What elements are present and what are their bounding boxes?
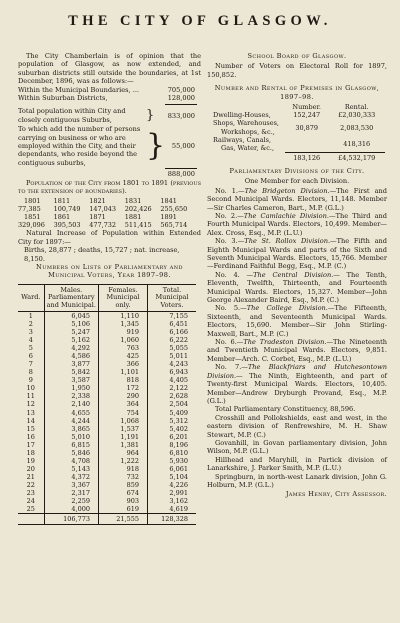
total-count: 6,222 <box>148 336 197 344</box>
rental-label: Shops, Warehouses, <box>213 119 279 128</box>
males-count: 2,259 <box>44 497 98 505</box>
females-count: 818 <box>99 376 148 384</box>
pop-row-value: 128,000 <box>167 94 195 103</box>
division-number: No. 2.— <box>215 211 244 220</box>
census-value: 329,096 <box>18 221 45 230</box>
voters-table-body <box>18 311 196 524</box>
males-count: 4,708 <box>44 457 98 465</box>
census-heading: Population of the City from 1801 to 1891 (previous to the extension of boundaries). <box>18 178 201 196</box>
rental-label: Railways, Canals, <box>213 135 272 144</box>
added-persons <box>18 125 201 167</box>
ward-number: 18 <box>26 448 35 457</box>
total-cell: 128,328 <box>148 514 197 525</box>
ward-number: 25 <box>26 505 35 514</box>
division-name: The Blackfriars and Hutchesontown Division. <box>207 363 388 380</box>
brace: } <box>146 128 166 164</box>
col-total: Total. Municipal Voters. <box>148 284 197 311</box>
division-entry <box>207 304 387 338</box>
chamberlain-intro: The City Chamberlain is of opinion that the population of Glasgow, as now extended, and suburban districts still outside the boundaries, at 1st December, 1896, was as follows:— <box>18 52 201 86</box>
ward-number: 19 <box>26 456 35 465</box>
rental-table <box>207 103 385 162</box>
rental-label: Gas, Water, &c., <box>221 144 275 153</box>
col-females: Females. Municipal only. <box>99 284 148 311</box>
division-name: The College Division. <box>246 304 328 313</box>
rental-number: 30,879 <box>295 123 319 132</box>
division-number: No. 5.— <box>215 304 247 313</box>
ward-number: 22 <box>26 480 35 489</box>
males-count: 4,372 <box>44 473 98 481</box>
ward-number: 10 <box>26 384 35 393</box>
males-count: 2,338 <box>44 392 98 400</box>
division-number: No. 3.— <box>215 237 245 246</box>
division-name: The Central Division. <box>253 270 334 279</box>
ward-number: 13 <box>26 408 35 417</box>
census-year: 1811 <box>53 196 71 205</box>
rental-label: Dwelling-Houses, <box>213 111 271 120</box>
division-entry <box>207 338 387 363</box>
ward-number: 6 <box>28 352 33 361</box>
division-entry <box>207 363 387 405</box>
extra-hillhead: Hillhead and Maryhill, in Partick division of Lanarkshire, J. Parker Smith, M.P. (L.U.) <box>207 455 387 473</box>
rental-label: Workshops, &c., <box>221 127 275 136</box>
voters-heading: Numbers on Lists of Parliamentary and Municipal Voters, Year 1897–98. <box>36 262 183 280</box>
division-text: — The Ninth, Eighteenth, and part of Twenty-first Municipal Wards. Electors, 10,405. Member—Andrew Dryburgh Provand, Esq., M.P. (G.L.) <box>207 371 387 405</box>
females-count: 1,068 <box>99 417 148 425</box>
females-count: 172 <box>99 384 148 392</box>
males-count: 4,000 <box>44 505 98 514</box>
rental-label-block <box>207 136 285 152</box>
census-year: 1831 <box>124 196 142 205</box>
table-row <box>18 449 196 457</box>
division-text: — The Tenth, Eleventh, Twelfth, Thirteenth, and Fourteenth Municipal Wards. Electors, 15,327. Member—John George Alexander Baird, Esq., M.P. (C.) <box>207 270 387 305</box>
census-value: 395,503 <box>53 221 81 230</box>
ward-number: 24 <box>26 497 35 506</box>
contiguous-total <box>18 107 201 124</box>
rental-value: 2,083,530 <box>340 123 374 132</box>
divider <box>165 168 197 169</box>
census-value: 255,650 <box>160 204 188 213</box>
table-row <box>18 360 196 368</box>
females-count: 619 <box>99 505 148 514</box>
ward-number: 2 <box>28 320 33 329</box>
division-text: —The First and Second Municipal Wards. Electors, 11,148. Member—Sir Charles Cameron, Bart., M.P. (G.L.) <box>207 186 388 212</box>
females-count: 290 <box>99 392 148 400</box>
females-count: 964 <box>99 449 148 457</box>
females-count: 1,345 <box>99 320 148 328</box>
rental-value: £2,030,333 <box>338 111 376 120</box>
divider <box>165 104 197 105</box>
census-value: 565,714 <box>160 221 188 230</box>
males-count: 6,045 <box>44 311 98 320</box>
males-count: 2,317 <box>44 489 98 497</box>
table-row <box>18 409 196 417</box>
extra-crosshill: Crosshill and Pollokshields, east and west, in the eastern division of Renfrewshire, M. H. Shaw Stewart, M.P. (C.) <box>207 413 387 439</box>
rental-total-value: £4,532,179 <box>328 152 385 162</box>
males-count: 4,655 <box>44 409 98 417</box>
col-ward: Ward. <box>18 284 44 311</box>
ward-number: 21 <box>26 472 35 481</box>
females-count: 366 <box>99 360 148 368</box>
total-count: 6,451 <box>148 320 197 328</box>
col-rental: Rental. <box>344 103 369 112</box>
division-name: The Bridgeton Division. <box>244 186 330 195</box>
rental-number: 152,247 <box>293 111 321 120</box>
males-count: 5,846 <box>44 449 98 457</box>
females-count: 674 <box>99 489 148 497</box>
pop-row-value: 705,000 <box>167 85 195 94</box>
total-cell: 21,555 <box>99 514 148 525</box>
total-count: 5,055 <box>148 344 197 352</box>
table-row <box>18 457 196 465</box>
table-row <box>18 433 196 441</box>
ward-number: 23 <box>26 489 35 497</box>
pop-row-label: Within Suburban Districts, <box>18 94 108 103</box>
rental-label-block <box>207 119 285 135</box>
females-count: 754 <box>99 409 148 417</box>
grand-total: 888,000 <box>167 170 195 179</box>
table-row <box>18 320 196 328</box>
males-count: 4,292 <box>44 344 98 352</box>
ward-number: 16 <box>26 432 35 441</box>
ward-number: 11 <box>26 392 35 401</box>
table-row <box>18 400 196 408</box>
table-row <box>18 311 196 320</box>
census-value: 77,385 <box>18 204 41 213</box>
contiguous-label: Total population within City and closely contiguous Suburbs, <box>18 107 126 124</box>
added-value: 55,000 <box>171 142 195 151</box>
females-count: 1,060 <box>99 336 148 344</box>
ward-number: 20 <box>26 464 35 473</box>
table-row <box>18 336 196 344</box>
females-count: 903 <box>99 497 148 505</box>
table-row <box>18 417 196 425</box>
total-count: 5,104 <box>148 473 197 481</box>
division-entry <box>207 237 387 271</box>
ward-number: 8 <box>28 368 33 377</box>
females-count: 1,537 <box>99 425 148 433</box>
extra-govanhill: Govanhill, in Govan parliamentary division, John Wilson, M.P. (G.L.) <box>207 438 387 456</box>
males-count: 3,587 <box>44 376 98 384</box>
ward-number: 12 <box>26 400 35 409</box>
total-count: 5,011 <box>148 352 197 360</box>
division-name: The St. Rollox Division. <box>244 237 331 246</box>
males-count: 5,842 <box>44 368 98 376</box>
parliamentary-heading: Parliamentary Divisions of the City. <box>229 166 365 175</box>
ward-number: 15 <box>26 424 35 433</box>
pop-row-municipal <box>18 86 201 94</box>
ward-number: 5 <box>28 344 33 353</box>
table-row <box>18 505 196 514</box>
ward-number: 4 <box>28 336 33 345</box>
table-row <box>18 328 196 336</box>
division-entry <box>207 271 387 305</box>
census-year: 1841 <box>160 196 177 205</box>
census-year: 1821 <box>89 196 106 205</box>
division-text: —The Third and Fourth Municipal Wards. Electors, 10,499. Member—Alex. Cross, Esq., M.P. (L.U.) <box>207 211 388 237</box>
contiguous-value: 833,000 <box>167 111 195 120</box>
division-number: No. 1.— <box>215 186 245 195</box>
added-label: To which add the number of persons carrying on business or who are employed within the City, and their dependants, who reside beyond the contiguous suburbs, <box>18 125 141 167</box>
division-name: The Tradeston Division. <box>243 338 327 347</box>
females-count: 1,222 <box>99 457 148 465</box>
total-count: 4,226 <box>148 481 197 489</box>
table-row <box>18 352 196 360</box>
rental-value: 418,316 <box>343 139 371 148</box>
division-number: No. 6.— <box>215 338 244 347</box>
ward-number: 3 <box>28 328 33 337</box>
division-entry <box>207 187 387 212</box>
total-cell: 106,773 <box>44 514 98 525</box>
total-count: 7,155 <box>148 311 197 320</box>
table-row <box>18 489 196 497</box>
census-value: 147,043 <box>89 204 117 213</box>
males-count: 3,877 <box>44 360 98 368</box>
table-row <box>18 344 196 352</box>
ward-number: 14 <box>26 416 35 425</box>
extra-springburn: Springburn, in north-west Lanark division, John G. Holburn, M.P. (G.L.) <box>207 472 387 489</box>
total-cell <box>18 514 44 525</box>
males-count: 3,367 <box>44 481 98 489</box>
males-count: 1,950 <box>44 384 98 392</box>
pop-row-suburban <box>18 94 201 102</box>
census-value: 202,426 <box>124 204 152 213</box>
males-count: 5,247 <box>44 328 98 336</box>
males-count: 5,162 <box>44 336 98 344</box>
table-row <box>18 376 196 384</box>
school-board-text: Number of Voters on Electoral Roll for 1897, 150,852. <box>207 62 387 79</box>
table-row <box>18 473 196 481</box>
assessor-signature: James Henry, City Assessor. <box>285 490 387 499</box>
total-constituency: Total Parliamentary Constituency, 88,596. <box>215 405 356 414</box>
census-year: 1871 <box>89 212 106 221</box>
natural-increase: Natural Increase of Population within Extended City for 1897:— <box>18 229 201 246</box>
total-count: 5,930 <box>148 457 197 465</box>
total-count: 6,061 <box>148 465 197 473</box>
males-count: 5,106 <box>44 320 98 328</box>
ward-number: 7 <box>28 360 33 369</box>
census-year: 1801 <box>24 196 41 205</box>
rental-heading: Number and Rental of Premises in Glasgow, 1897–98. <box>214 84 380 101</box>
table-row <box>18 465 196 473</box>
census-value: 100,749 <box>53 204 81 213</box>
brace: } <box>146 107 155 123</box>
division-number: No. 4. — <box>215 270 254 279</box>
total-count: 5,409 <box>148 409 197 417</box>
census-table <box>18 197 196 230</box>
ward-number: 9 <box>28 376 33 385</box>
total-count: 3,162 <box>148 497 197 505</box>
total-count: 4,405 <box>148 376 197 384</box>
table-row <box>18 481 196 489</box>
total-count: 4,619 <box>148 505 197 514</box>
total-count: 2,628 <box>148 392 197 400</box>
census-year: 1881 <box>124 212 142 221</box>
division-text: —The Fifteenth, Sixteenth, and Seventeenth Municipal Wards. Electors, 15,690. Member—Sir John Stirling-Maxwell, Bart., M.P. (C.) <box>207 304 388 338</box>
division-text: —The Nineteenth and Twentieth Municipal Wards. Electors, 9,851. Member—Arch. C. Corbet, Esq., M.P. (L.U.) <box>207 338 387 363</box>
census-value: 477,732 <box>89 221 117 230</box>
total-count: 6,201 <box>148 433 197 441</box>
total-count: 2,504 <box>148 400 197 408</box>
table-row <box>18 425 196 433</box>
total-count: 6,166 <box>148 328 197 336</box>
col-number: Number. <box>292 103 321 112</box>
females-count: 919 <box>99 328 148 336</box>
voters-table <box>18 284 196 525</box>
table-row <box>18 497 196 505</box>
females-count: 425 <box>99 352 148 360</box>
pop-row-label: Within the Municipal Boundaries, ... <box>18 85 140 94</box>
males-count: 2,140 <box>44 400 98 408</box>
females-count: 364 <box>99 400 148 408</box>
females-count: 732 <box>99 473 148 481</box>
total-count: 5,312 <box>148 417 197 425</box>
ward-number: 17 <box>26 440 35 449</box>
page-title: THE CITY OF GLASGOW. <box>68 13 332 29</box>
total-count: 6,810 <box>148 449 197 457</box>
females-count: 1,101 <box>99 368 148 376</box>
left-column <box>18 52 201 525</box>
divisions-list <box>207 187 387 406</box>
males-count: 4,244 <box>44 417 98 425</box>
ward-number: 1 <box>28 311 33 320</box>
females-count: 763 <box>99 344 148 352</box>
division-number: No. 7.— <box>215 363 248 372</box>
births-deaths: Births, 28,877 ; deaths, 15,727 ; nat. increase, 8,150. <box>24 246 180 263</box>
school-board-heading: School Board of Glasgow. <box>247 52 347 60</box>
table-row <box>18 384 196 392</box>
males-count: 5,010 <box>44 433 98 441</box>
census-year: 1891 <box>160 212 177 221</box>
males-count: 3,865 <box>44 425 98 433</box>
division-text: —The Fifth and Eighth Municipal Wards and parts of the Sixth and Seventh Municipal Wards. Electors, 15,766. Member—Ferdinand Faithful Begg, Esq., M.P. (C.) <box>207 237 387 271</box>
census-value: 511,415 <box>124 221 152 230</box>
total-count: 4,243 <box>148 360 197 368</box>
females-count: 1,191 <box>99 433 148 441</box>
table-row <box>18 368 196 376</box>
males-count: 6,815 <box>44 441 98 449</box>
total-count: 2,991 <box>148 489 197 497</box>
total-count: 5,402 <box>148 425 197 433</box>
total-count: 6,943 <box>148 368 197 376</box>
males-count: 4,586 <box>44 352 98 360</box>
division-entry <box>207 212 387 237</box>
table-row <box>18 441 196 449</box>
right-column <box>207 52 387 499</box>
females-count: 1,381 <box>99 441 148 449</box>
division-name: The Camlachie Division. <box>243 211 329 220</box>
rental-total-number: 183,126 <box>285 152 328 162</box>
col-males: Males. Parliamentary and Municipal. <box>44 284 98 311</box>
one-member: One Member for each Division. <box>244 177 350 186</box>
census-year: 1851 <box>24 212 41 221</box>
males-count: 5,143 <box>44 465 98 473</box>
census-year: 1861 <box>53 212 71 221</box>
females-count: 918 <box>99 465 148 473</box>
females-count: 859 <box>99 481 148 489</box>
females-count: 1,110 <box>99 311 148 320</box>
total-count: 8,196 <box>148 441 197 449</box>
total-count: 2,122 <box>148 384 197 392</box>
totals-row <box>18 514 196 525</box>
table-row <box>18 392 196 400</box>
